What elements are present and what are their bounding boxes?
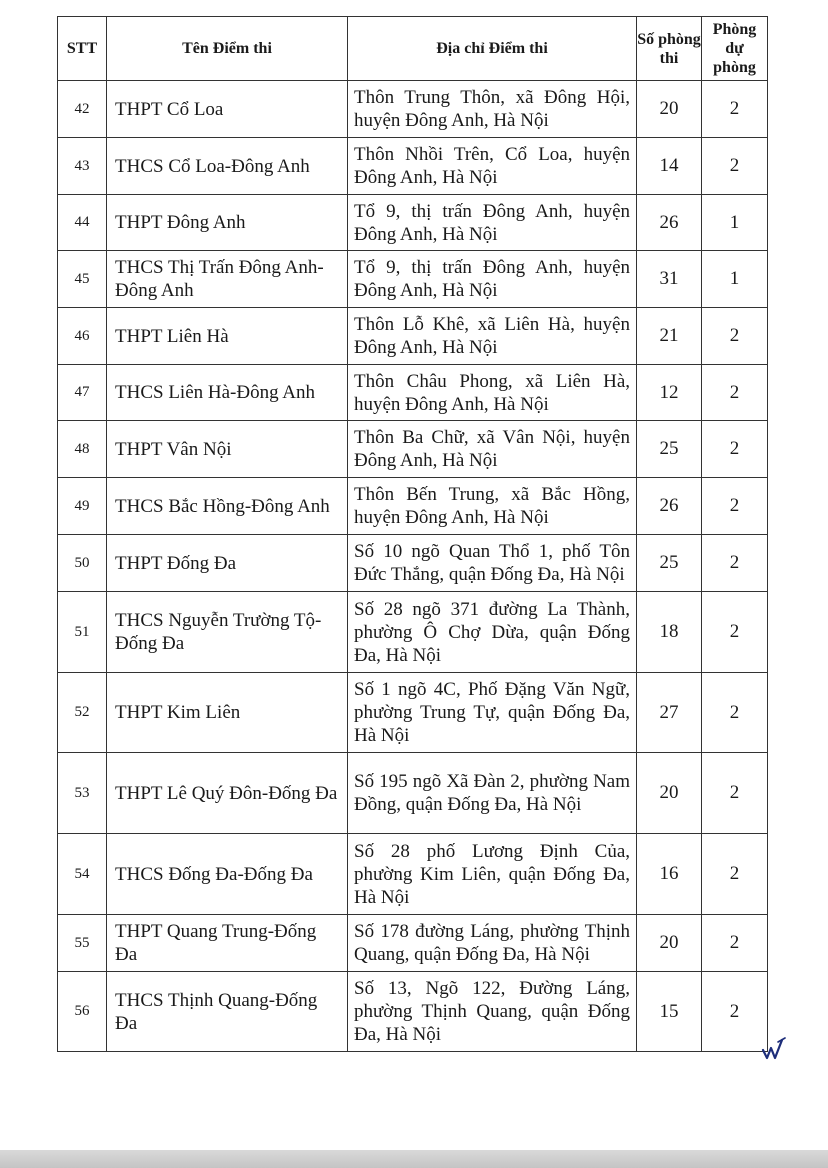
table-row [58, 81, 768, 138]
table-row [58, 308, 768, 365]
table-row [58, 592, 768, 673]
row-site-address: Thôn Châu Phong, xã Liên Hà, huyện Đông Anh, Hà Nội [348, 365, 637, 421]
row-site-address: Số 28 phố Lương Định Của, phường Kim Liên, quận Đống Đa, Hà Nội [348, 834, 637, 915]
row-room-count: 16 [637, 834, 702, 915]
header-row [58, 17, 768, 81]
row-site-address: Thôn Lỗ Khê, xã Liên Hà, huyện Đông Anh, Hà Nội [348, 308, 637, 365]
row-stt: 46 [58, 308, 107, 365]
row-site-name: THPT Kim Liên [107, 673, 348, 753]
table-row [58, 535, 768, 592]
header-reserve-rooms: Phòng dự phòng [702, 17, 768, 81]
row-room-count: 27 [637, 673, 702, 753]
row-room-count: 15 [637, 972, 702, 1052]
row-stt: 45 [58, 251, 107, 308]
row-site-name: THPT Liên Hà [107, 308, 348, 365]
row-site-address: Số 1 ngõ 4C, Phố Đặng Văn Ngữ, phường Trung Tự, quận Đống Đa, Hà Nội [348, 673, 637, 753]
row-site-name: THCS Nguyễn Trường Tộ-Đống Đa [107, 592, 348, 673]
table-row [58, 365, 768, 421]
exam-sites-table [57, 16, 768, 1052]
row-site-name: THCS Thị Trấn Đông Anh-Đông Anh [107, 251, 348, 308]
row-stt: 55 [58, 915, 107, 972]
header-room-count: Số phòng thi [637, 17, 702, 81]
row-stt: 47 [58, 365, 107, 421]
row-reserve-rooms: 2 [702, 673, 768, 753]
row-room-count: 14 [637, 138, 702, 195]
row-stt: 48 [58, 421, 107, 478]
row-site-address: Số 13, Ngõ 122, Đường Láng, phường Thịnh Quang, quận Đống Đa, Hà Nội [348, 972, 637, 1052]
row-site-address: Số 178 đường Láng, phường Thịnh Quang, quận Đống Đa, Hà Nội [348, 915, 637, 972]
row-stt: 51 [58, 592, 107, 673]
row-reserve-rooms: 2 [702, 915, 768, 972]
table-row [58, 421, 768, 478]
table-row [58, 138, 768, 195]
row-reserve-rooms: 2 [702, 972, 768, 1052]
table-row [58, 478, 768, 535]
row-site-address: Số 10 ngõ Quan Thổ 1, phố Tôn Đức Thắng, quận Đống Đa, Hà Nội [348, 535, 637, 592]
row-site-name: THPT Lê Quý Đôn-Đống Đa [107, 753, 348, 834]
row-stt: 49 [58, 478, 107, 535]
row-site-name: THPT Cổ Loa [107, 81, 348, 138]
row-room-count: 26 [637, 195, 702, 251]
handwritten-initial-icon [760, 1036, 788, 1062]
table-row [58, 195, 768, 251]
row-room-count: 12 [637, 365, 702, 421]
row-room-count: 25 [637, 535, 702, 592]
row-reserve-rooms: 2 [702, 592, 768, 673]
row-reserve-rooms: 1 [702, 195, 768, 251]
row-site-name: THCS Bắc Hồng-Đông Anh [107, 478, 348, 535]
row-reserve-rooms: 2 [702, 478, 768, 535]
row-site-name: THCS Liên Hà-Đông Anh [107, 365, 348, 421]
table-row [58, 251, 768, 308]
row-reserve-rooms: 2 [702, 535, 768, 592]
row-stt: 54 [58, 834, 107, 915]
header-site-address: Địa chỉ Điểm thi [348, 17, 637, 81]
row-site-name: THCS Đống Đa-Đống Đa [107, 834, 348, 915]
row-room-count: 26 [637, 478, 702, 535]
row-room-count: 31 [637, 251, 702, 308]
table-row [58, 972, 768, 1052]
row-reserve-rooms: 2 [702, 138, 768, 195]
row-site-address: Thôn Ba Chữ, xã Vân Nội, huyện Đông Anh, Hà Nội [348, 421, 637, 478]
table-body [58, 81, 768, 1052]
row-site-address: Số 28 ngõ 371 đường La Thành, phường Ô Chợ Dừa, quận Đống Đa, Hà Nội [348, 592, 637, 673]
row-reserve-rooms: 2 [702, 421, 768, 478]
header-site-name: Tên Điểm thi [107, 17, 348, 81]
bottom-scroll-edge [0, 1150, 828, 1168]
row-reserve-rooms: 1 [702, 251, 768, 308]
table-row [58, 834, 768, 915]
row-room-count: 18 [637, 592, 702, 673]
row-reserve-rooms: 2 [702, 753, 768, 834]
table-header [58, 17, 768, 81]
row-stt: 56 [58, 972, 107, 1052]
row-site-address: Thôn Trung Thôn, xã Đông Hội, huyện Đông Anh, Hà Nội [348, 81, 637, 138]
row-site-address: Số 195 ngõ Xã Đàn 2, phường Nam Đồng, quận Đống Đa, Hà Nội [348, 753, 637, 834]
header-stt: STT [58, 17, 107, 81]
row-site-address: Thôn Bến Trung, xã Bắc Hồng, huyện Đông Anh, Hà Nội [348, 478, 637, 535]
row-stt: 44 [58, 195, 107, 251]
row-reserve-rooms: 2 [702, 365, 768, 421]
row-stt: 50 [58, 535, 107, 592]
row-site-name: THPT Quang Trung-Đống Đa [107, 915, 348, 972]
row-stt: 43 [58, 138, 107, 195]
row-site-name: THPT Vân Nội [107, 421, 348, 478]
row-stt: 52 [58, 673, 107, 753]
row-stt: 53 [58, 753, 107, 834]
row-site-address: Thôn Nhồi Trên, Cổ Loa, huyện Đông Anh, Hà Nội [348, 138, 637, 195]
row-room-count: 21 [637, 308, 702, 365]
row-room-count: 20 [637, 915, 702, 972]
row-site-name: THCS Thịnh Quang-Đống Đa [107, 972, 348, 1052]
row-reserve-rooms: 2 [702, 834, 768, 915]
row-room-count: 20 [637, 753, 702, 834]
row-room-count: 25 [637, 421, 702, 478]
table-row [58, 915, 768, 972]
row-room-count: 20 [637, 81, 702, 138]
row-reserve-rooms: 2 [702, 308, 768, 365]
row-site-address: Tổ 9, thị trấn Đông Anh, huyện Đông Anh, Hà Nội [348, 195, 637, 251]
row-site-address: Tổ 9, thị trấn Đông Anh, huyện Đông Anh, Hà Nội [348, 251, 637, 308]
row-reserve-rooms: 2 [702, 81, 768, 138]
table-row [58, 753, 768, 834]
row-site-name: THPT Đông Anh [107, 195, 348, 251]
row-stt: 42 [58, 81, 107, 138]
table-row [58, 673, 768, 753]
row-site-name: THPT Đống Đa [107, 535, 348, 592]
row-site-name: THCS Cổ Loa-Đông Anh [107, 138, 348, 195]
